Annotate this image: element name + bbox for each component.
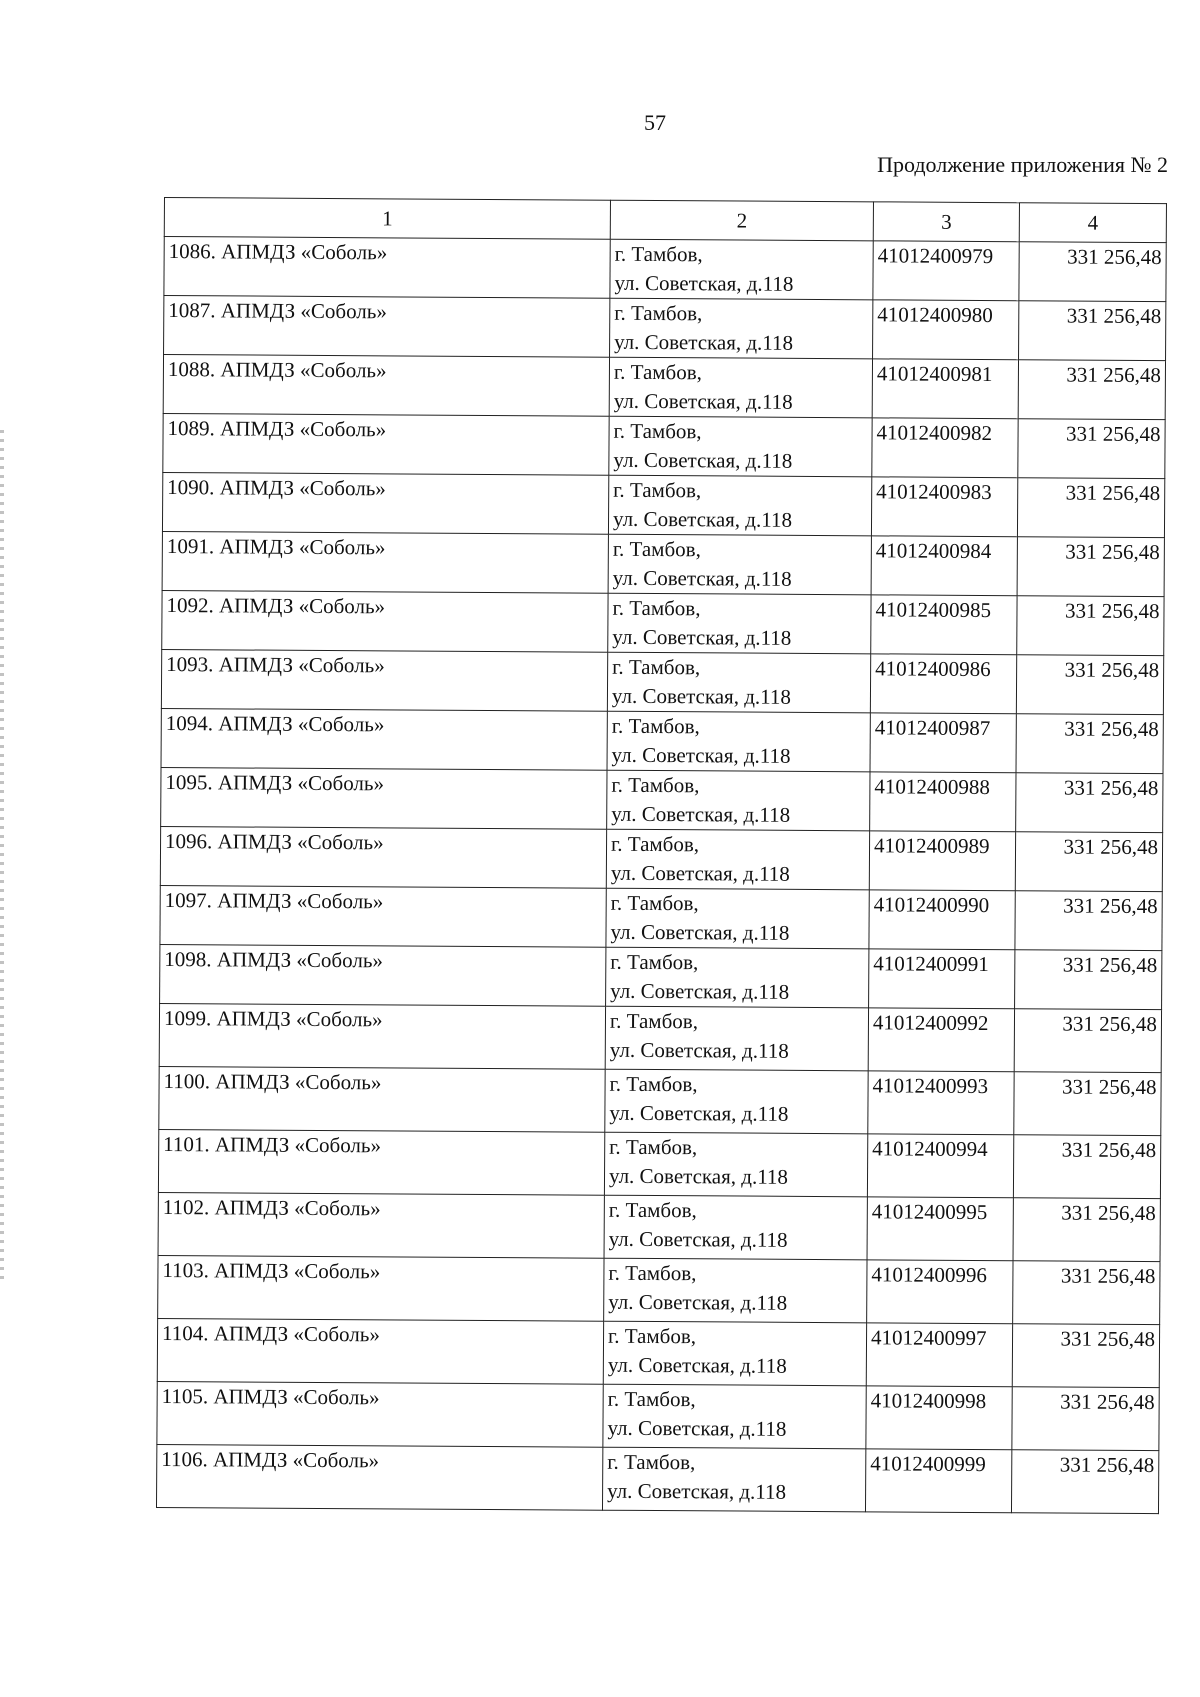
- item-name: 1094. АПМДЗ «Соболь»: [165, 711, 385, 737]
- item-name: 1101. АПМДЗ «Соболь»: [163, 1132, 382, 1158]
- address-line-1: г. Тамбов,: [608, 1197, 697, 1223]
- inventory-number: 41012400986: [875, 656, 991, 682]
- cost-value: 331 256,48: [1065, 421, 1161, 447]
- address-line-2: ул. Советская, д.118: [610, 919, 790, 945]
- address-line-2: ул. Советская, д.118: [614, 270, 794, 296]
- table-wrapper: [156, 197, 1166, 1514]
- address-line-1: г. Тамбов,: [612, 654, 701, 680]
- address-cell: [610, 298, 873, 359]
- header-col-3: 3: [873, 202, 1019, 242]
- item-name-cell: [162, 472, 608, 534]
- address-line-1: г. Тамбов,: [607, 1449, 696, 1475]
- table-row: [162, 472, 1164, 537]
- address-cell: [609, 416, 872, 477]
- inventory-number-cell: [868, 1071, 1014, 1135]
- table-row: [157, 1318, 1159, 1387]
- table-row: [161, 708, 1163, 773]
- item-name-cell: [162, 531, 608, 593]
- address-cell: [610, 239, 873, 300]
- inventory-number-cell: [865, 1449, 1011, 1513]
- cost-cell: [1014, 1009, 1161, 1073]
- cost-cell: [1017, 478, 1164, 538]
- address-line-2: ул. Советская, д.118: [608, 1289, 788, 1315]
- item-name: 1095. АПМДЗ «Соболь»: [165, 770, 385, 796]
- address-line-1: г. Тамбов,: [612, 536, 701, 562]
- item-name-cell: [163, 355, 609, 417]
- item-name: 1104. АПМДЗ «Соболь»: [161, 1321, 380, 1347]
- cost-value: 331 256,48: [1060, 1263, 1156, 1289]
- address-line-1: г. Тамбов,: [613, 477, 702, 503]
- inventory-number-cell: [867, 1260, 1013, 1324]
- cost-value: 331 256,48: [1064, 657, 1160, 683]
- header-col-1: 1: [164, 198, 610, 240]
- address-line-1: г. Тамбов,: [607, 1386, 696, 1412]
- equipment-table: [156, 197, 1167, 1514]
- inventory-number: 41012400998: [870, 1388, 987, 1414]
- inventory-number-cell: [869, 949, 1015, 1009]
- cost-cell: [1017, 537, 1164, 597]
- page-number: 57: [644, 110, 666, 135]
- item-name: 1106. АПМДЗ «Соболь»: [161, 1447, 380, 1473]
- item-name-cell: [159, 1003, 605, 1069]
- cost-cell: [1016, 714, 1163, 774]
- cost-cell: [1012, 1324, 1159, 1388]
- item-name: 1086. АПМДЗ «Соболь»: [168, 239, 388, 265]
- inventory-number-cell: [870, 654, 1016, 714]
- address-cell: [606, 947, 869, 1008]
- cost-value: 331 256,48: [1065, 480, 1161, 506]
- cost-value: 331 256,48: [1060, 1389, 1155, 1415]
- item-name-cell: [163, 413, 609, 475]
- item-name-cell: [158, 1129, 604, 1195]
- inventory-number-cell: [873, 300, 1019, 360]
- address-line-2: ул. Советская, д.118: [607, 1478, 787, 1504]
- address-line-2: ул. Советская, д.118: [611, 742, 791, 768]
- address-line-2: ул. Советская, д.118: [612, 565, 792, 591]
- address-line-1: г. Тамбов,: [609, 1134, 698, 1160]
- inventory-number: 41012400996: [871, 1262, 988, 1288]
- inventory-number: 41012400988: [874, 774, 990, 800]
- item-name: 1091. АПМДЗ «Соболь»: [166, 534, 386, 560]
- inventory-number: 41012400979: [877, 243, 994, 269]
- item-name: 1103. АПМДЗ «Соболь»: [162, 1258, 381, 1284]
- item-name: 1102. АПМДЗ «Соболь»: [162, 1195, 381, 1221]
- address-cell: [603, 1384, 866, 1449]
- cost-cell: [1015, 891, 1162, 951]
- cost-value: 331 256,48: [1065, 539, 1160, 565]
- cost-value: 331 256,48: [1059, 1452, 1155, 1478]
- inventory-number-cell: [866, 1323, 1012, 1387]
- inventory-number-cell: [871, 595, 1017, 655]
- item-name-cell: [157, 1381, 603, 1447]
- header-row: [164, 198, 1166, 243]
- table-row: [164, 237, 1166, 302]
- cost-value: 331 256,48: [1062, 952, 1158, 978]
- address-line-2: ул. Советская, д.118: [611, 683, 791, 709]
- inventory-number-cell: [873, 241, 1019, 301]
- inventory-number-cell: [869, 831, 1015, 891]
- address-line-2: ул. Советская, д.118: [612, 506, 793, 532]
- inventory-number-cell: [867, 1134, 1013, 1198]
- table-header: [164, 198, 1166, 243]
- item-name-cell: [161, 708, 607, 770]
- cost-value: 331 256,48: [1066, 362, 1162, 388]
- inventory-number-cell: [871, 477, 1017, 537]
- inventory-number-cell: [870, 772, 1016, 832]
- item-name: 1100. АПМДЗ «Соболь»: [163, 1069, 382, 1095]
- cost-value: 331 256,48: [1064, 716, 1159, 742]
- item-name: 1105. АПМДЗ «Соболь»: [161, 1384, 380, 1410]
- table-row: [160, 885, 1162, 950]
- item-name: 1087. АПМДЗ «Соболь»: [168, 298, 387, 324]
- cost-cell: [1011, 1450, 1158, 1514]
- item-name-cell: [160, 885, 606, 947]
- address-cell: [603, 1321, 866, 1386]
- table-row: [161, 649, 1163, 714]
- cost-cell: [1014, 1072, 1161, 1136]
- item-name-cell: [157, 1318, 603, 1384]
- inventory-number: 41012400982: [876, 420, 993, 446]
- table-row: [157, 1381, 1159, 1450]
- address-cell: [605, 1006, 868, 1071]
- table-row: [163, 355, 1165, 420]
- address-line-1: г. Тамбов,: [614, 241, 703, 267]
- cost-value: 331 256,48: [1063, 834, 1159, 860]
- address-line-2: ул. Советская, д.118: [607, 1352, 787, 1378]
- address-line-1: г. Тамбов,: [610, 949, 699, 975]
- inventory-number-cell: [866, 1386, 1012, 1450]
- cost-cell: [1016, 773, 1163, 833]
- item-name: 1099. АПМДЗ «Соболь»: [163, 1006, 383, 1032]
- address-line-1: г. Тамбов,: [614, 300, 703, 326]
- item-name-cell: [164, 237, 610, 299]
- address-line-1: г. Тамбов,: [608, 1260, 697, 1286]
- cost-cell: [1013, 1135, 1160, 1199]
- address-line-1: г. Тамбов,: [613, 359, 703, 385]
- inventory-number: 41012400984: [875, 538, 992, 564]
- cost-value: 331 256,48: [1060, 1326, 1156, 1352]
- inventory-number: 41012400985: [875, 597, 992, 623]
- cost-cell: [1018, 419, 1165, 479]
- inventory-number-cell: [872, 418, 1018, 478]
- cost-cell: [1019, 301, 1166, 361]
- address-cell: [604, 1195, 867, 1260]
- item-name-cell: [161, 649, 607, 711]
- table-row: [164, 296, 1166, 361]
- header-col-4: 4: [1019, 203, 1166, 243]
- address-line-2: ул. Советская, д.118: [609, 1100, 789, 1126]
- item-name: 1098. АПМДЗ «Соболь»: [164, 947, 384, 973]
- item-name: 1097. АПМДЗ «Соболь»: [164, 888, 384, 914]
- address-line-2: ул. Советская, д.118: [608, 1226, 788, 1252]
- address-cell: [607, 652, 870, 713]
- appendix-continuation-note: Продолжение приложения № 2: [877, 152, 1168, 177]
- cost-value: 331 256,48: [1061, 1137, 1157, 1163]
- cost-value: 331 256,48: [1066, 303, 1162, 329]
- cost-value: 331 256,48: [1062, 1074, 1157, 1100]
- address-cell: [606, 829, 869, 890]
- address-line-1: г. Тамбов,: [611, 713, 700, 739]
- inventory-number-cell: [872, 359, 1018, 419]
- table-row: [162, 590, 1164, 655]
- cost-cell: [1019, 242, 1166, 302]
- inventory-number-cell: [868, 1008, 1014, 1072]
- table-row: [161, 767, 1163, 832]
- cost-value: 331 256,48: [1064, 598, 1160, 624]
- cost-value: 331 256,48: [1067, 244, 1162, 270]
- header-col-2: 2: [610, 200, 873, 241]
- cost-cell: [1017, 596, 1164, 656]
- scan-edge-artifact: [0, 430, 4, 1280]
- address-cell: [607, 711, 870, 772]
- item-name-cell: [160, 826, 606, 888]
- item-name-cell: [159, 1066, 605, 1132]
- address-line-1: г. Тамбов,: [613, 418, 702, 444]
- cost-cell: [1015, 832, 1162, 892]
- address-cell: [602, 1447, 865, 1512]
- address-line-1: г. Тамбов,: [611, 772, 700, 798]
- address-cell: [608, 593, 871, 654]
- table-row: [158, 1129, 1160, 1198]
- address-line-2: ул. Советская, д.118: [614, 329, 794, 355]
- inventory-number-cell: [867, 1197, 1013, 1261]
- table-row: [158, 1255, 1160, 1324]
- table-row: [160, 826, 1162, 891]
- cost-cell: [1013, 1198, 1160, 1262]
- item-name: 1088. АПМДЗ «Соболь»: [167, 357, 387, 383]
- item-name: 1089. АПМДЗ «Соболь»: [167, 416, 387, 442]
- table-body: [156, 237, 1166, 1514]
- inventory-number-cell: [870, 713, 1016, 773]
- cost-cell: [1015, 950, 1162, 1010]
- address-cell: [608, 534, 871, 595]
- inventory-number: 41012400987: [874, 715, 991, 741]
- inventory-number: 41012400992: [872, 1010, 989, 1036]
- cost-value: 331 256,48: [1063, 775, 1159, 801]
- inventory-number-cell: [871, 536, 1017, 596]
- item-name-cell: [160, 944, 606, 1006]
- address-line-2: ул. Советская, д.118: [608, 1163, 789, 1189]
- address-line-2: ул. Советская, д.118: [607, 1415, 787, 1441]
- cost-value: 331 256,48: [1061, 1200, 1156, 1226]
- inventory-number: 41012400997: [870, 1325, 987, 1351]
- item-name: 1093. АПМДЗ «Соболь»: [166, 652, 385, 678]
- cost-cell: [1013, 1261, 1160, 1325]
- inventory-number: 41012400994: [872, 1136, 988, 1162]
- item-name: 1090. АПМДЗ «Соболь»: [167, 475, 386, 501]
- item-name-cell: [158, 1192, 604, 1258]
- inventory-number: 41012400999: [870, 1451, 986, 1477]
- address-cell: [608, 475, 871, 536]
- address-cell: [604, 1258, 867, 1323]
- table-row: [162, 531, 1164, 596]
- address-cell: [604, 1132, 867, 1197]
- inventory-number: 41012400983: [876, 479, 992, 505]
- table-row: [163, 413, 1165, 478]
- item-name-cell: [164, 296, 610, 358]
- item-name-cell: [156, 1444, 602, 1510]
- address-line-2: ул. Советская, д.118: [613, 388, 793, 414]
- cost-cell: [1018, 360, 1165, 420]
- cost-cell: [1016, 655, 1163, 715]
- address-line-1: г. Тамбов,: [610, 831, 700, 857]
- address-line-2: ул. Советская, д.118: [610, 860, 790, 886]
- item-name: 1092. АПМДЗ «Соболь»: [166, 593, 386, 619]
- inventory-number: 41012400981: [876, 361, 993, 387]
- cost-value: 331 256,48: [1062, 1011, 1158, 1037]
- address-line-2: ул. Советская, д.118: [613, 447, 793, 473]
- inventory-number: 41012400989: [873, 833, 990, 859]
- address-line-1: г. Тамбов,: [612, 595, 701, 621]
- address-cell: [607, 770, 870, 831]
- cost-cell: [1012, 1387, 1159, 1451]
- table-row: [158, 1192, 1160, 1261]
- inventory-number-cell: [869, 890, 1015, 950]
- address-line-2: ул. Советская, д.118: [610, 978, 790, 1004]
- item-name-cell: [162, 590, 608, 652]
- address-line-1: г. Тамбов,: [609, 1071, 698, 1097]
- address-line-1: г. Тамбов,: [609, 1008, 699, 1034]
- item-name-cell: [161, 767, 607, 829]
- address-line-1: г. Тамбов,: [607, 1323, 697, 1349]
- inventory-number: 41012400993: [872, 1073, 989, 1099]
- table-row: [160, 944, 1162, 1009]
- item-name: 1096. АПМДЗ «Соболь»: [164, 829, 384, 855]
- address-line-2: ул. Советская, д.118: [611, 801, 791, 827]
- table-row: [156, 1444, 1158, 1513]
- table-row: [159, 1003, 1161, 1072]
- inventory-number: 41012400980: [877, 302, 993, 328]
- inventory-number: 41012400991: [873, 951, 989, 977]
- address-cell: [605, 1069, 868, 1134]
- address-cell: [606, 888, 869, 949]
- inventory-number: 41012400990: [873, 892, 990, 918]
- item-name-cell: [158, 1255, 604, 1321]
- address-line-2: ул. Советская, д.118: [612, 624, 792, 650]
- inventory-number: 41012400995: [871, 1199, 988, 1225]
- address-line-2: ул. Советская, д.118: [609, 1037, 789, 1063]
- table-row: [159, 1066, 1161, 1135]
- address-line-1: г. Тамбов,: [610, 890, 699, 916]
- cost-value: 331 256,48: [1063, 893, 1158, 919]
- address-cell: [609, 357, 872, 418]
